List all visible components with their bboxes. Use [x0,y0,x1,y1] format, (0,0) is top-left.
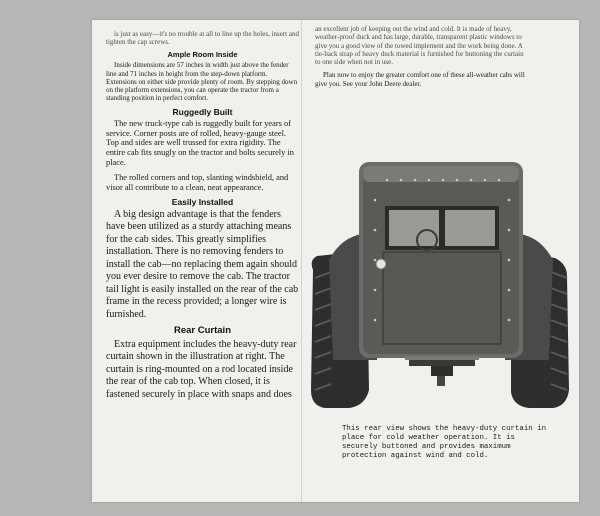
heading-ruggedly-built: Ruggedly Built [172,106,233,117]
heading-ample-room: Ample Room Inside [167,49,238,59]
heading-easily-installed: Easily Installed [171,196,234,207]
ample-room-paragraph: Inside dimensions are 57 inches in width just above the fender line and 71 inches in height from the step-down platform. Extensions on either side provide plenty of room. By stepping down on the platform extensions, you can operate the tractor from a standing position in perfect comfort. [106,61,298,103]
photo-caption: This rear view shows the heavy-duty curtain in place for cold weather operation. It is securely buttoned and provides maximum protection against wind and cold. [342,425,547,461]
plan-now-paragraph: Plan now to enjoy the greater comfort one of these all-weather cabs will give you. See your John Deere dealer. [315,71,525,88]
ruggedly-built-paragraph-2: The rolled corners and top, slanting windshield, and visor all contribute to a clean, neat appearance. [106,173,289,193]
brochure-page [92,20,579,502]
page-fold-line [301,20,302,502]
continued-paragraph: an excellent job of keeping out the wind and cold. It is made of heavy, weather-proof duck and has large, durable, transparent plastic windows to give you a good view of the towed implement and the work being done. A tie-back strap of heavy duck material is furnished for buttoning the curtain to one side when not in use. [315,25,524,66]
ruggedly-built-paragraph-1: The new truck-type cab is ruggedly built for years of service. Corner posts are of rolled, heavy-gauge steel. Top and sides are well trussed for extra rigidity. The entire cab fits snugly on the tractor and bolts securely in place. [106,118,294,168]
rear-curtain-paragraph: Extra equipment includes the heavy-duty rear curtain shown in the illustration at right. The curtain is ring-mounted on a rod located inside the rear of the cab top. When closed, it is fastened securely in place with snaps and does [106,338,297,400]
tractor-cab-rear-photo [305,160,577,414]
intro-paragraph: is just as easy—it's no trouble at all to line up the holes, insert and tighten the cap screws. [106,30,299,47]
heading-rear-curtain: Rear Curtain [173,325,231,337]
right-column [315,25,527,88]
tractor-cab-icon [305,160,577,414]
left-column [106,30,299,401]
easily-installed-paragraph: A big design advantage is that the fenders have been utilized as a sturdy attaching means for the cab sides. This greatly simplifies installation. There is no removing fenders to install the cab—no replacing them again should you ever desire to remove the cab. The tractor tail light is easily installed on the rear of the cab frame in the recess provided; a longer wire is furnished. [106,208,299,320]
